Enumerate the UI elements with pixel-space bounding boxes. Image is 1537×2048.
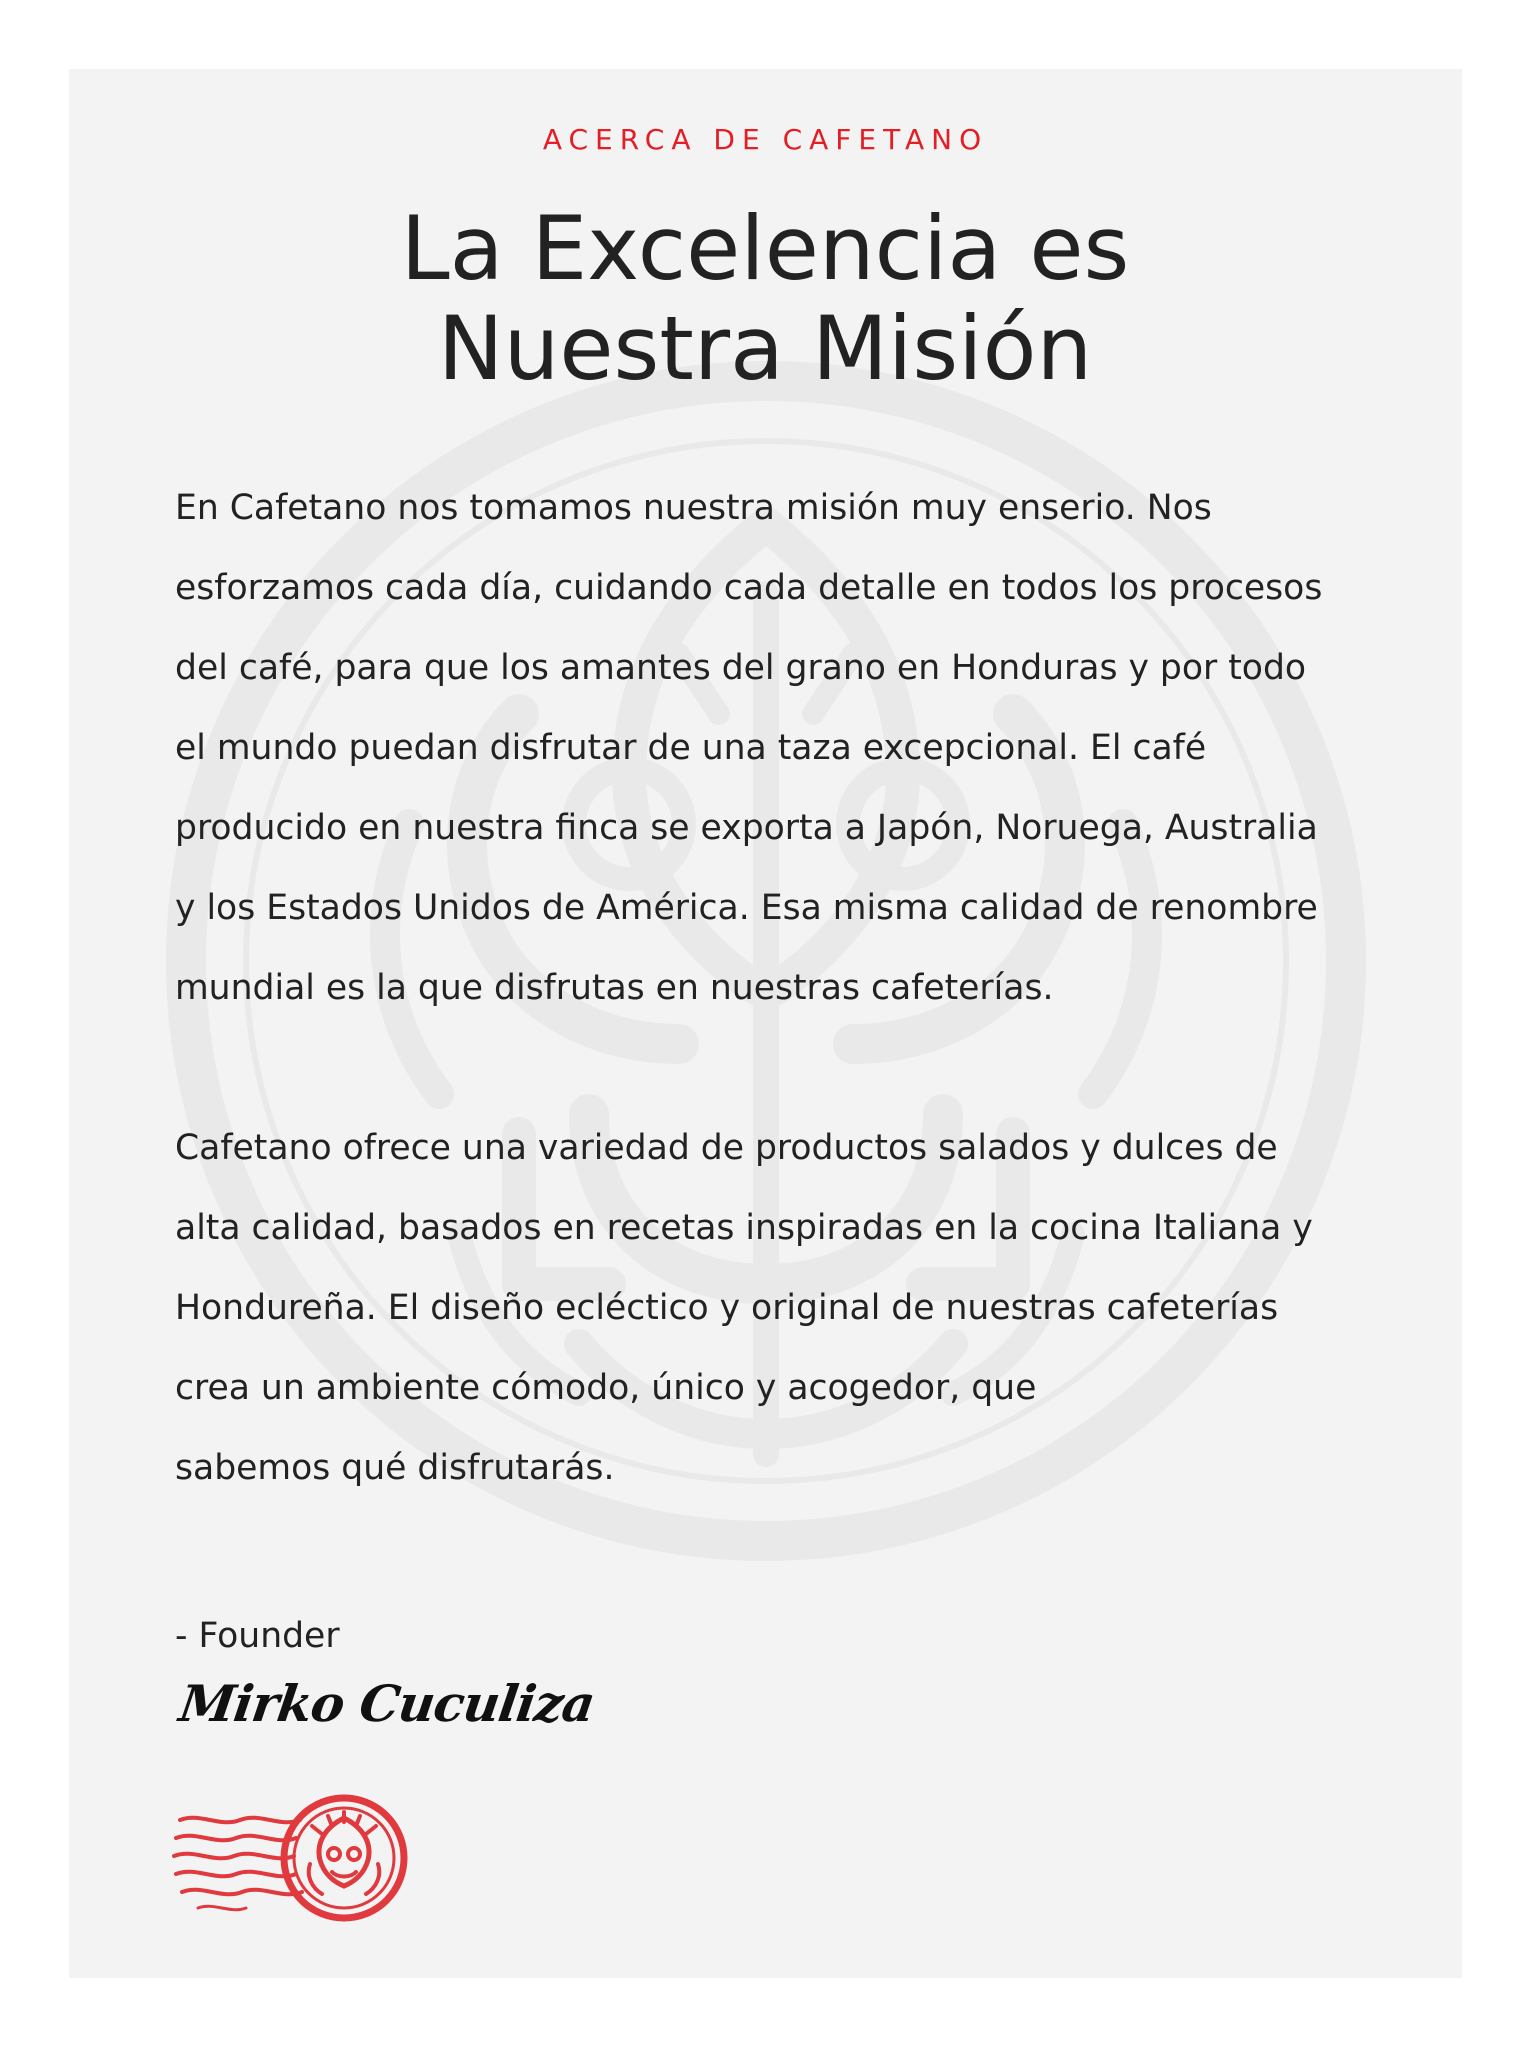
paragraph-mission: En Cafetano nos tomamos nuestra misión muy enserio. Nos esforzamos cada día, cuidando cada detalle en todos los procesos del café, para que los amantes del grano en Honduras y por todo el mundo puedan disfrutar de una taza excepcional. El café producido en nuestra finca se exporta a Japón, Noruega, Australia y los Estados Unidos de América. Esa misma calidad de renombre mundial es la que disfrutas en nuestras cafeterías. (175, 488, 1323, 1008)
section-eyebrow: ACERCA DE CAFETANO (542, 123, 989, 156)
page-title: La Excelencia es Nuestra Misión (400, 197, 1130, 400)
paragraph-products: Cafetano ofrece una variedad de productos salados y dulces de alta calidad, basados en recetas inspiradas en la cocina Italiana y Hondureña. El diseño ecléctico y original de nuestras cafeterías crea un ambiente cómodo, único y acogedor, que sabemos qué disfrutarás. (175, 1128, 1313, 1488)
founder-role: - Founder (175, 1616, 340, 1656)
founder-signature: Mirko Cuculiza (175, 1674, 598, 1733)
postmark-stamp-icon (172, 1790, 422, 1930)
paragraph-spacer (175, 1028, 1375, 1108)
about-card (69, 69, 1462, 1978)
mission-text (175, 468, 1375, 1508)
